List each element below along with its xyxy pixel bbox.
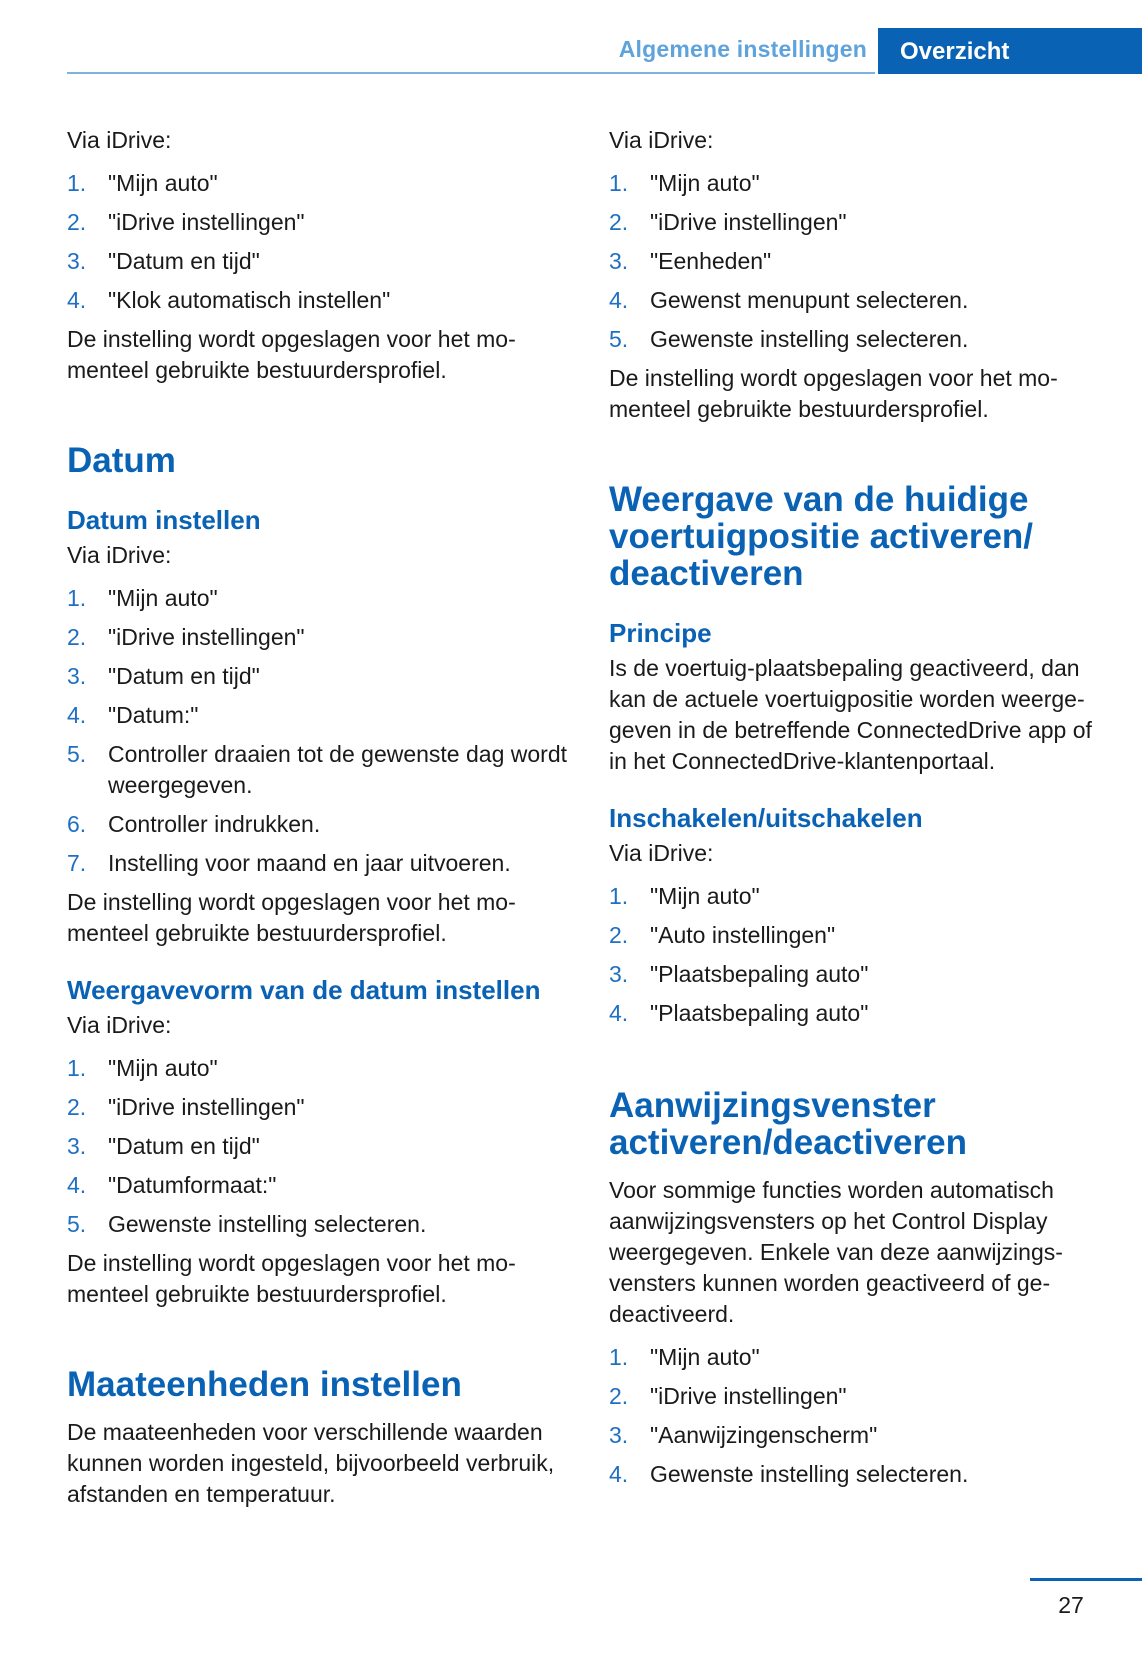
hints-description: Voor sommige functies worden automatisch aanwijzingsvensters op het Control Display weergegeven. Enkele van deze aanwijzingsvensters kunnen worden geactiveerd of gedeactiveerd.: [609, 1177, 1063, 1327]
step-number: 3.: [67, 1133, 87, 1159]
step-text: "Datumformaat:": [108, 1172, 277, 1198]
step-number: 5.: [609, 326, 629, 352]
via-idrive-label: Via iDrive:: [67, 127, 172, 153]
step-number: 2.: [609, 209, 629, 235]
section-title-maateenheden: Maateenheden instellen: [67, 1365, 462, 1404]
step-number: 5.: [67, 1211, 87, 1237]
units-description: De maateenheden voor verschillende waarden kunnen worden ingesteld, bijvoorbeeld verbruik, afstanden en temperatuur.: [67, 1419, 555, 1507]
step-number: 1.: [609, 883, 629, 909]
list-item: [609, 168, 1109, 199]
step-text: Instelling voor maand en jaar uitvoeren.: [108, 850, 511, 876]
list-item: [67, 1092, 567, 1123]
step-number: 1.: [609, 170, 629, 196]
list-item: [609, 285, 1109, 316]
list-item: [67, 661, 567, 692]
step-number: 4.: [67, 1172, 87, 1198]
list-item: [609, 920, 1109, 951]
step-text: "Plaatsbepaling auto": [650, 1000, 869, 1026]
via-idrive-label: Via iDrive:: [67, 1012, 172, 1038]
list-item: [67, 1053, 567, 1084]
step-text: Gewenste instelling selecteren.: [650, 1461, 969, 1487]
list-item: [609, 324, 1109, 355]
step-text: "Datum en tijd": [108, 1133, 260, 1159]
step-text: "iDrive instellingen": [650, 1383, 847, 1409]
step-number: 3.: [67, 248, 87, 274]
subsection-title-principe: Principe: [609, 618, 712, 648]
list-item: [67, 285, 567, 316]
principle-text: Is de voertuig-plaatsbepaling geactiveerd, dan kan de actuele voertuigpositie worden weergegeven in de betreffende ConnectedDrive app of in het ConnectedDrive-klantenportaal.: [609, 655, 1092, 774]
via-idrive-label: Via iDrive:: [609, 127, 714, 153]
step-number: 4.: [609, 1000, 629, 1026]
step-number: 7.: [67, 850, 87, 876]
profile-note: De instelling wordt opgeslagen voor het momenteel gebruikte bestuurdersprofiel.: [67, 889, 516, 946]
step-list: [609, 1342, 1109, 1490]
list-item: [67, 739, 567, 801]
step-text: "Datum en tijd": [108, 248, 260, 274]
step-number: 4.: [609, 1461, 629, 1487]
step-text: "Datum:": [108, 702, 199, 728]
list-item: [67, 207, 567, 238]
list-item: [609, 1381, 1109, 1412]
step-text: Controller draaien tot de gewenste dag wordt weergegeven.: [108, 741, 568, 798]
step-list: [609, 168, 1109, 355]
subsection-title-inschakelen: Inschakelen/uitschakelen: [609, 803, 923, 833]
page-number-rule: [1030, 1578, 1142, 1581]
list-item: [67, 1131, 567, 1162]
step-number: 4.: [67, 287, 87, 313]
list-item: [67, 168, 567, 199]
step-number: 6.: [67, 811, 87, 837]
list-item: [609, 207, 1109, 238]
step-number: 2.: [609, 922, 629, 948]
step-number: 1.: [67, 1055, 87, 1081]
profile-note: De instelling wordt opgeslagen voor het momenteel gebruikte bestuurdersprofiel.: [609, 365, 1058, 422]
step-text: Controller indrukken.: [108, 811, 321, 837]
list-item: [609, 881, 1109, 912]
step-number: 3.: [67, 663, 87, 689]
step-number: 3.: [609, 1422, 629, 1448]
list-item: [67, 809, 567, 840]
step-list: [67, 1053, 567, 1240]
list-item: [609, 959, 1109, 990]
step-text: "Mijn auto": [650, 170, 760, 196]
step-number: 1.: [609, 1344, 629, 1370]
list-item: [67, 246, 567, 277]
running-header-tab: Overzicht: [878, 28, 1142, 74]
step-text: "iDrive instellingen": [108, 624, 305, 650]
left-column: [67, 125, 567, 1510]
via-idrive-label: Via iDrive:: [609, 840, 714, 866]
subsection-title-datum-weergavevorm: Weergavevorm van de datum instellen: [67, 975, 541, 1005]
step-text: "iDrive instellingen": [108, 209, 305, 235]
list-item: [609, 1342, 1109, 1373]
step-list: [67, 583, 567, 879]
step-text: "iDrive instellingen": [108, 1094, 305, 1120]
list-item: [609, 1459, 1109, 1490]
list-item: [67, 848, 567, 879]
list-item: [609, 1420, 1109, 1451]
subsection-title-datum-instellen: Datum instellen: [67, 505, 261, 535]
via-idrive-label: Via iDrive:: [67, 542, 172, 568]
section-title-datum: Datum: [67, 441, 176, 480]
step-text: "Mijn auto": [650, 1344, 760, 1370]
step-text: Gewenste instelling selecteren.: [108, 1211, 427, 1237]
step-text: "iDrive instellingen": [650, 209, 847, 235]
running-header-section: Algemene instellingen: [618, 36, 867, 62]
step-text: "Aanwijzingenscherm": [650, 1422, 878, 1448]
list-item: [67, 700, 567, 731]
profile-note: De instelling wordt opgeslagen voor het momenteel gebruikte bestuurdersprofiel.: [67, 1250, 516, 1307]
step-text: Gewenst menupunt selecteren.: [650, 287, 969, 313]
list-item: [67, 622, 567, 653]
step-number: 2.: [67, 209, 87, 235]
step-text: "Plaatsbepaling auto": [650, 961, 869, 987]
step-text: "Klok automatisch instellen": [108, 287, 391, 313]
list-item: [609, 998, 1109, 1029]
step-number: 4.: [609, 287, 629, 313]
step-number: 5.: [67, 741, 87, 767]
step-number: 1.: [67, 170, 87, 196]
step-text: "Datum en tijd": [108, 663, 260, 689]
header-rule: [67, 72, 875, 74]
step-text: "Mijn auto": [108, 1055, 218, 1081]
step-text: "Mijn auto": [108, 585, 218, 611]
page-number: 27: [1058, 1592, 1084, 1618]
step-number: 3.: [609, 248, 629, 274]
step-text: Gewenste instelling selecteren.: [650, 326, 969, 352]
step-text: "Mijn auto": [108, 170, 218, 196]
step-text: "Mijn auto": [650, 883, 760, 909]
step-number: 4.: [67, 702, 87, 728]
list-item: [67, 583, 567, 614]
profile-note: De instelling wordt opgeslagen voor het momenteel gebruikte bestuurdersprofiel.: [67, 326, 516, 383]
step-text: "Eenheden": [650, 248, 772, 274]
step-number: 2.: [609, 1383, 629, 1409]
list-item: [609, 246, 1109, 277]
list-item: [67, 1170, 567, 1201]
step-number: 1.: [67, 585, 87, 611]
step-text: "Auto instellingen": [650, 922, 836, 948]
list-item: [67, 1209, 567, 1240]
step-number: 2.: [67, 1094, 87, 1120]
section-title-aanwijzingsvenster: Aanwijzingsvenster activeren/deactiveren: [609, 1086, 967, 1162]
section-title-voertuigpositie: Weergave van de huidige voertuigpositie activeren/ deactiveren: [609, 480, 1034, 593]
step-list: [67, 168, 567, 316]
step-list: [609, 881, 1109, 1029]
step-number: 3.: [609, 961, 629, 987]
step-number: 2.: [67, 624, 87, 650]
right-column: [609, 125, 1109, 1498]
